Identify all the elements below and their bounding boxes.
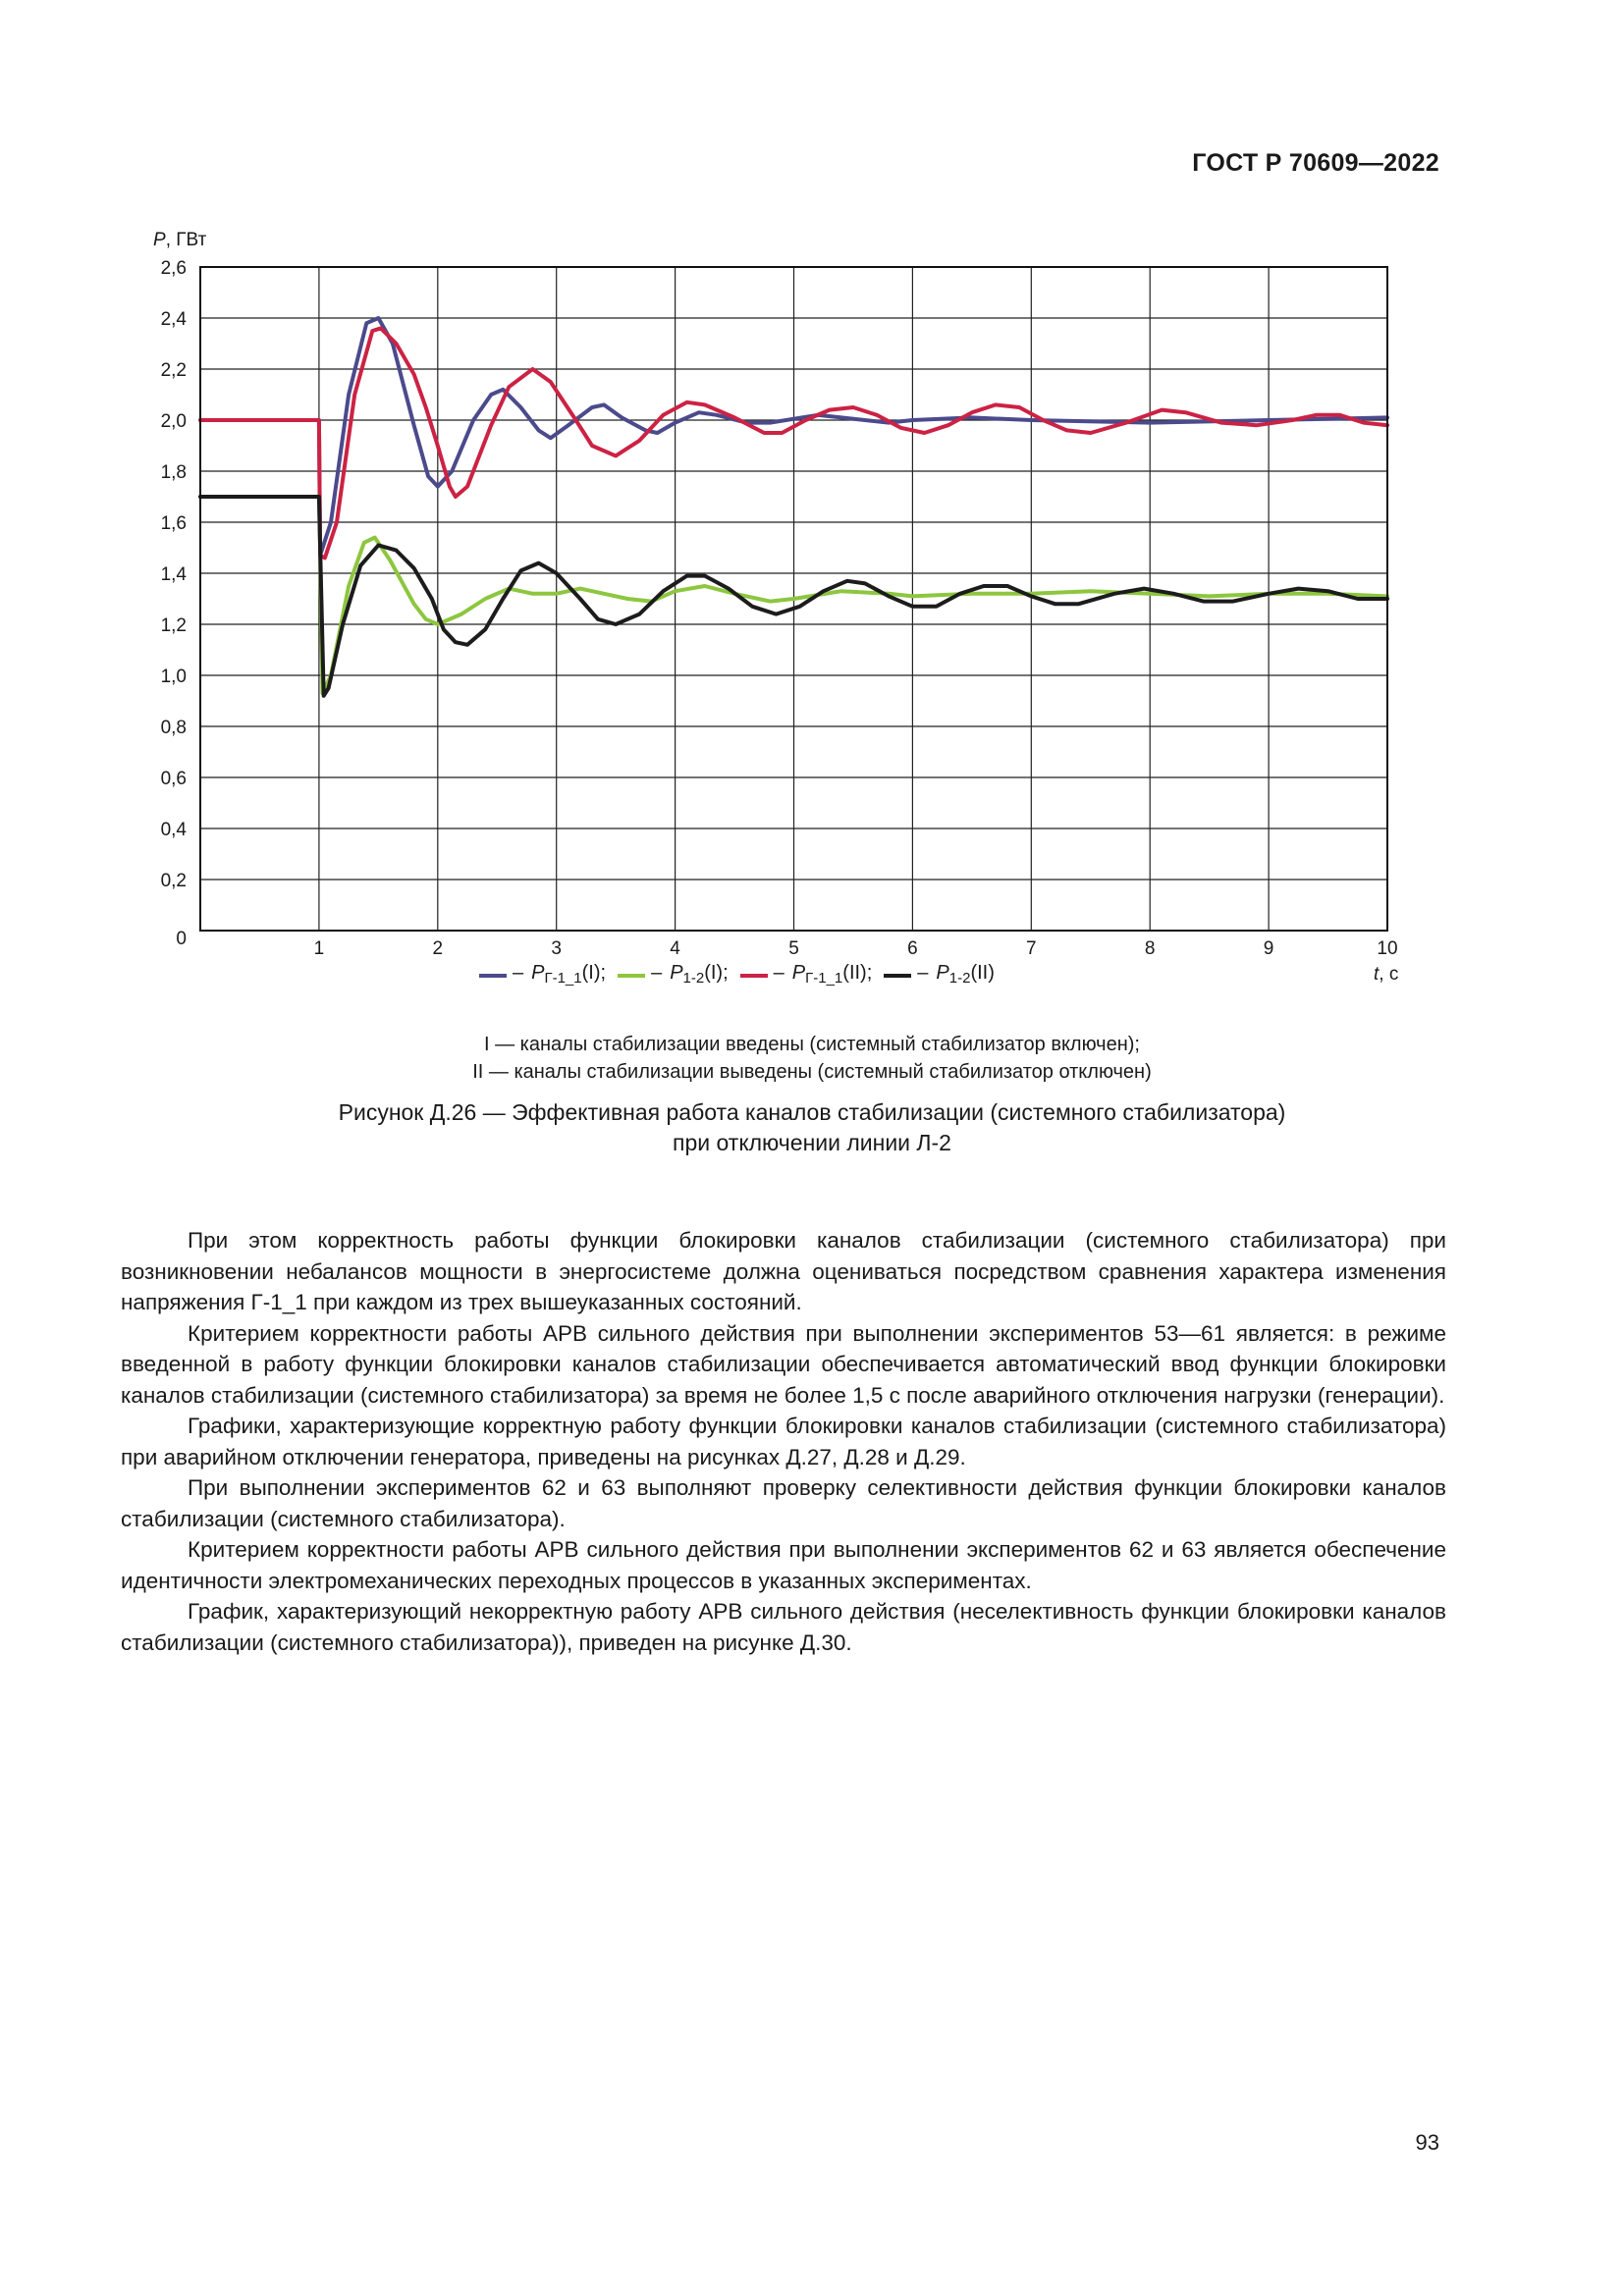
y-tick-label: 2,0 bbox=[160, 411, 187, 432]
y-tick-label: 1,6 bbox=[160, 513, 187, 534]
legend-var: P bbox=[670, 962, 683, 984]
y-tick-label: 1,8 bbox=[160, 462, 187, 483]
x-axis-unit: , с bbox=[1379, 964, 1399, 985]
legend-item bbox=[479, 962, 606, 985]
chart-canvas bbox=[0, 0, 1624, 1041]
x-tick-label: 2 bbox=[432, 938, 444, 959]
legend-dash: – bbox=[773, 962, 785, 984]
legend-swatch bbox=[884, 974, 911, 978]
x-tick-label: 10 bbox=[1377, 938, 1398, 959]
x-axis-var: t bbox=[1374, 964, 1380, 985]
power-chart bbox=[0, 0, 1624, 1041]
legend-dash: – bbox=[917, 962, 929, 984]
paragraph: При этом корректность работы функции блокировки каналов стабилизации (системного стабилизатора) при возникновении небалансов мощности в энергосистеме должна оцениваться посредством сравнения характера изменения напряжения Г-1_1 при каждом из трех вышеуказанных состояний. bbox=[121, 1228, 1446, 1314]
chart-legend bbox=[479, 962, 1006, 985]
x-tick-label: 1 bbox=[313, 938, 325, 959]
legend-swatch bbox=[479, 974, 507, 978]
legend-item bbox=[740, 962, 873, 985]
page-number: 93 bbox=[1415, 2130, 1439, 2155]
y-tick-label: 1,0 bbox=[160, 667, 187, 687]
legend-swatch bbox=[740, 974, 768, 978]
legend-suffix: (I); bbox=[581, 962, 607, 984]
y-tick-label: 2,4 bbox=[160, 309, 187, 330]
legend-swatch bbox=[618, 974, 645, 978]
y-tick-label: 0,8 bbox=[160, 718, 187, 738]
y-tick-label: 0,4 bbox=[160, 820, 187, 840]
paragraph: График, характеризующий некорректную работу АРВ сильного действия (неселективность функции блокировки каналов стабилизации (системного стабилизатора)), приведен на рисунке Д.30. bbox=[121, 1599, 1446, 1655]
legend-suffix: (II); bbox=[842, 962, 873, 984]
figure-notes bbox=[0, 1031, 1624, 1086]
paragraph: Критерием корректности работы АРВ сильного действия при выполнении экспериментов 62 и 63 является обеспечение идентичности электромеханических переходных процессов в указанных экспериментах. bbox=[121, 1537, 1446, 1593]
legend-sub: Г-1_1 bbox=[805, 970, 843, 987]
x-origin-tick-label: 0 bbox=[176, 929, 187, 949]
y-tick-label: 2,6 bbox=[160, 258, 187, 279]
y-axis-var: P bbox=[153, 230, 166, 250]
x-tick-label: 5 bbox=[788, 938, 799, 959]
x-tick-label: 3 bbox=[551, 938, 562, 959]
legend-suffix: (I); bbox=[704, 962, 729, 984]
legend-item bbox=[884, 962, 995, 985]
legend-dash: – bbox=[513, 962, 524, 984]
legend-var: P bbox=[936, 962, 949, 984]
legend-sub: 1-2 bbox=[948, 970, 971, 987]
body-text bbox=[121, 1225, 1446, 1658]
legend-var: P bbox=[791, 962, 806, 984]
y-axis-label bbox=[153, 230, 207, 250]
y-axis-unit: , ГВт bbox=[165, 230, 207, 250]
y-tick-label: 2,2 bbox=[160, 360, 187, 381]
y-tick-label: 0,2 bbox=[160, 871, 187, 891]
x-tick-label: 4 bbox=[670, 938, 680, 959]
document-header: ГОСТ Р 70609—2022 bbox=[1192, 149, 1439, 177]
paragraph: При выполнении экспериментов 62 и 63 выполняют проверку селективности действия функции блокировки каналов стабилизации (системного стабилизатора). bbox=[121, 1475, 1446, 1531]
x-tick-label: 6 bbox=[907, 938, 918, 959]
legend-suffix: (II) bbox=[970, 962, 995, 984]
x-tick-label: 7 bbox=[1026, 938, 1037, 959]
y-tick-label: 0,6 bbox=[160, 769, 187, 789]
y-tick-label: 1,4 bbox=[160, 564, 187, 585]
figure-caption bbox=[0, 1097, 1624, 1158]
caption-line: при отключении линии Л-2 bbox=[673, 1130, 951, 1155]
legend-sub: 1-2 bbox=[682, 970, 705, 987]
x-tick-label: 8 bbox=[1144, 938, 1156, 959]
note-line: I — каналы стабилизации введены (системный стабилизатор включен); bbox=[484, 1034, 1140, 1055]
caption-line: Рисунок Д.26 — Эффективная работа каналов стабилизации (системного стабилизатора) bbox=[338, 1099, 1286, 1125]
legend-sub: Г-1_1 bbox=[544, 970, 582, 987]
paragraph: Критерием корректности работы АРВ сильного действия при выполнении экспериментов 53—61 является: в режиме введенной в работу функции блокировки каналов стабилизации обеспечивается автоматический ввод функции блокировки каналов стабилизации (системного стабилизатора) за время не более 1,5 с после аварийного отключения нагрузки (генерации). bbox=[121, 1320, 1446, 1408]
paragraph: Графики, характеризующие корректную работу функции блокировки каналов стабилизации (системного стабилизатора) при аварийном отключении генератора, приведены на рисунках Д.27, Д.28 и Д.29. bbox=[121, 1414, 1446, 1469]
y-tick-label: 1,2 bbox=[160, 615, 187, 636]
note-line: II — каналы стабилизации выведены (системный стабилизатор отключен) bbox=[472, 1061, 1152, 1083]
x-tick-label: 9 bbox=[1263, 938, 1274, 959]
legend-item bbox=[618, 962, 729, 985]
legend-dash: – bbox=[651, 962, 663, 984]
x-axis-label bbox=[1374, 964, 1398, 985]
legend-var: P bbox=[531, 962, 545, 984]
